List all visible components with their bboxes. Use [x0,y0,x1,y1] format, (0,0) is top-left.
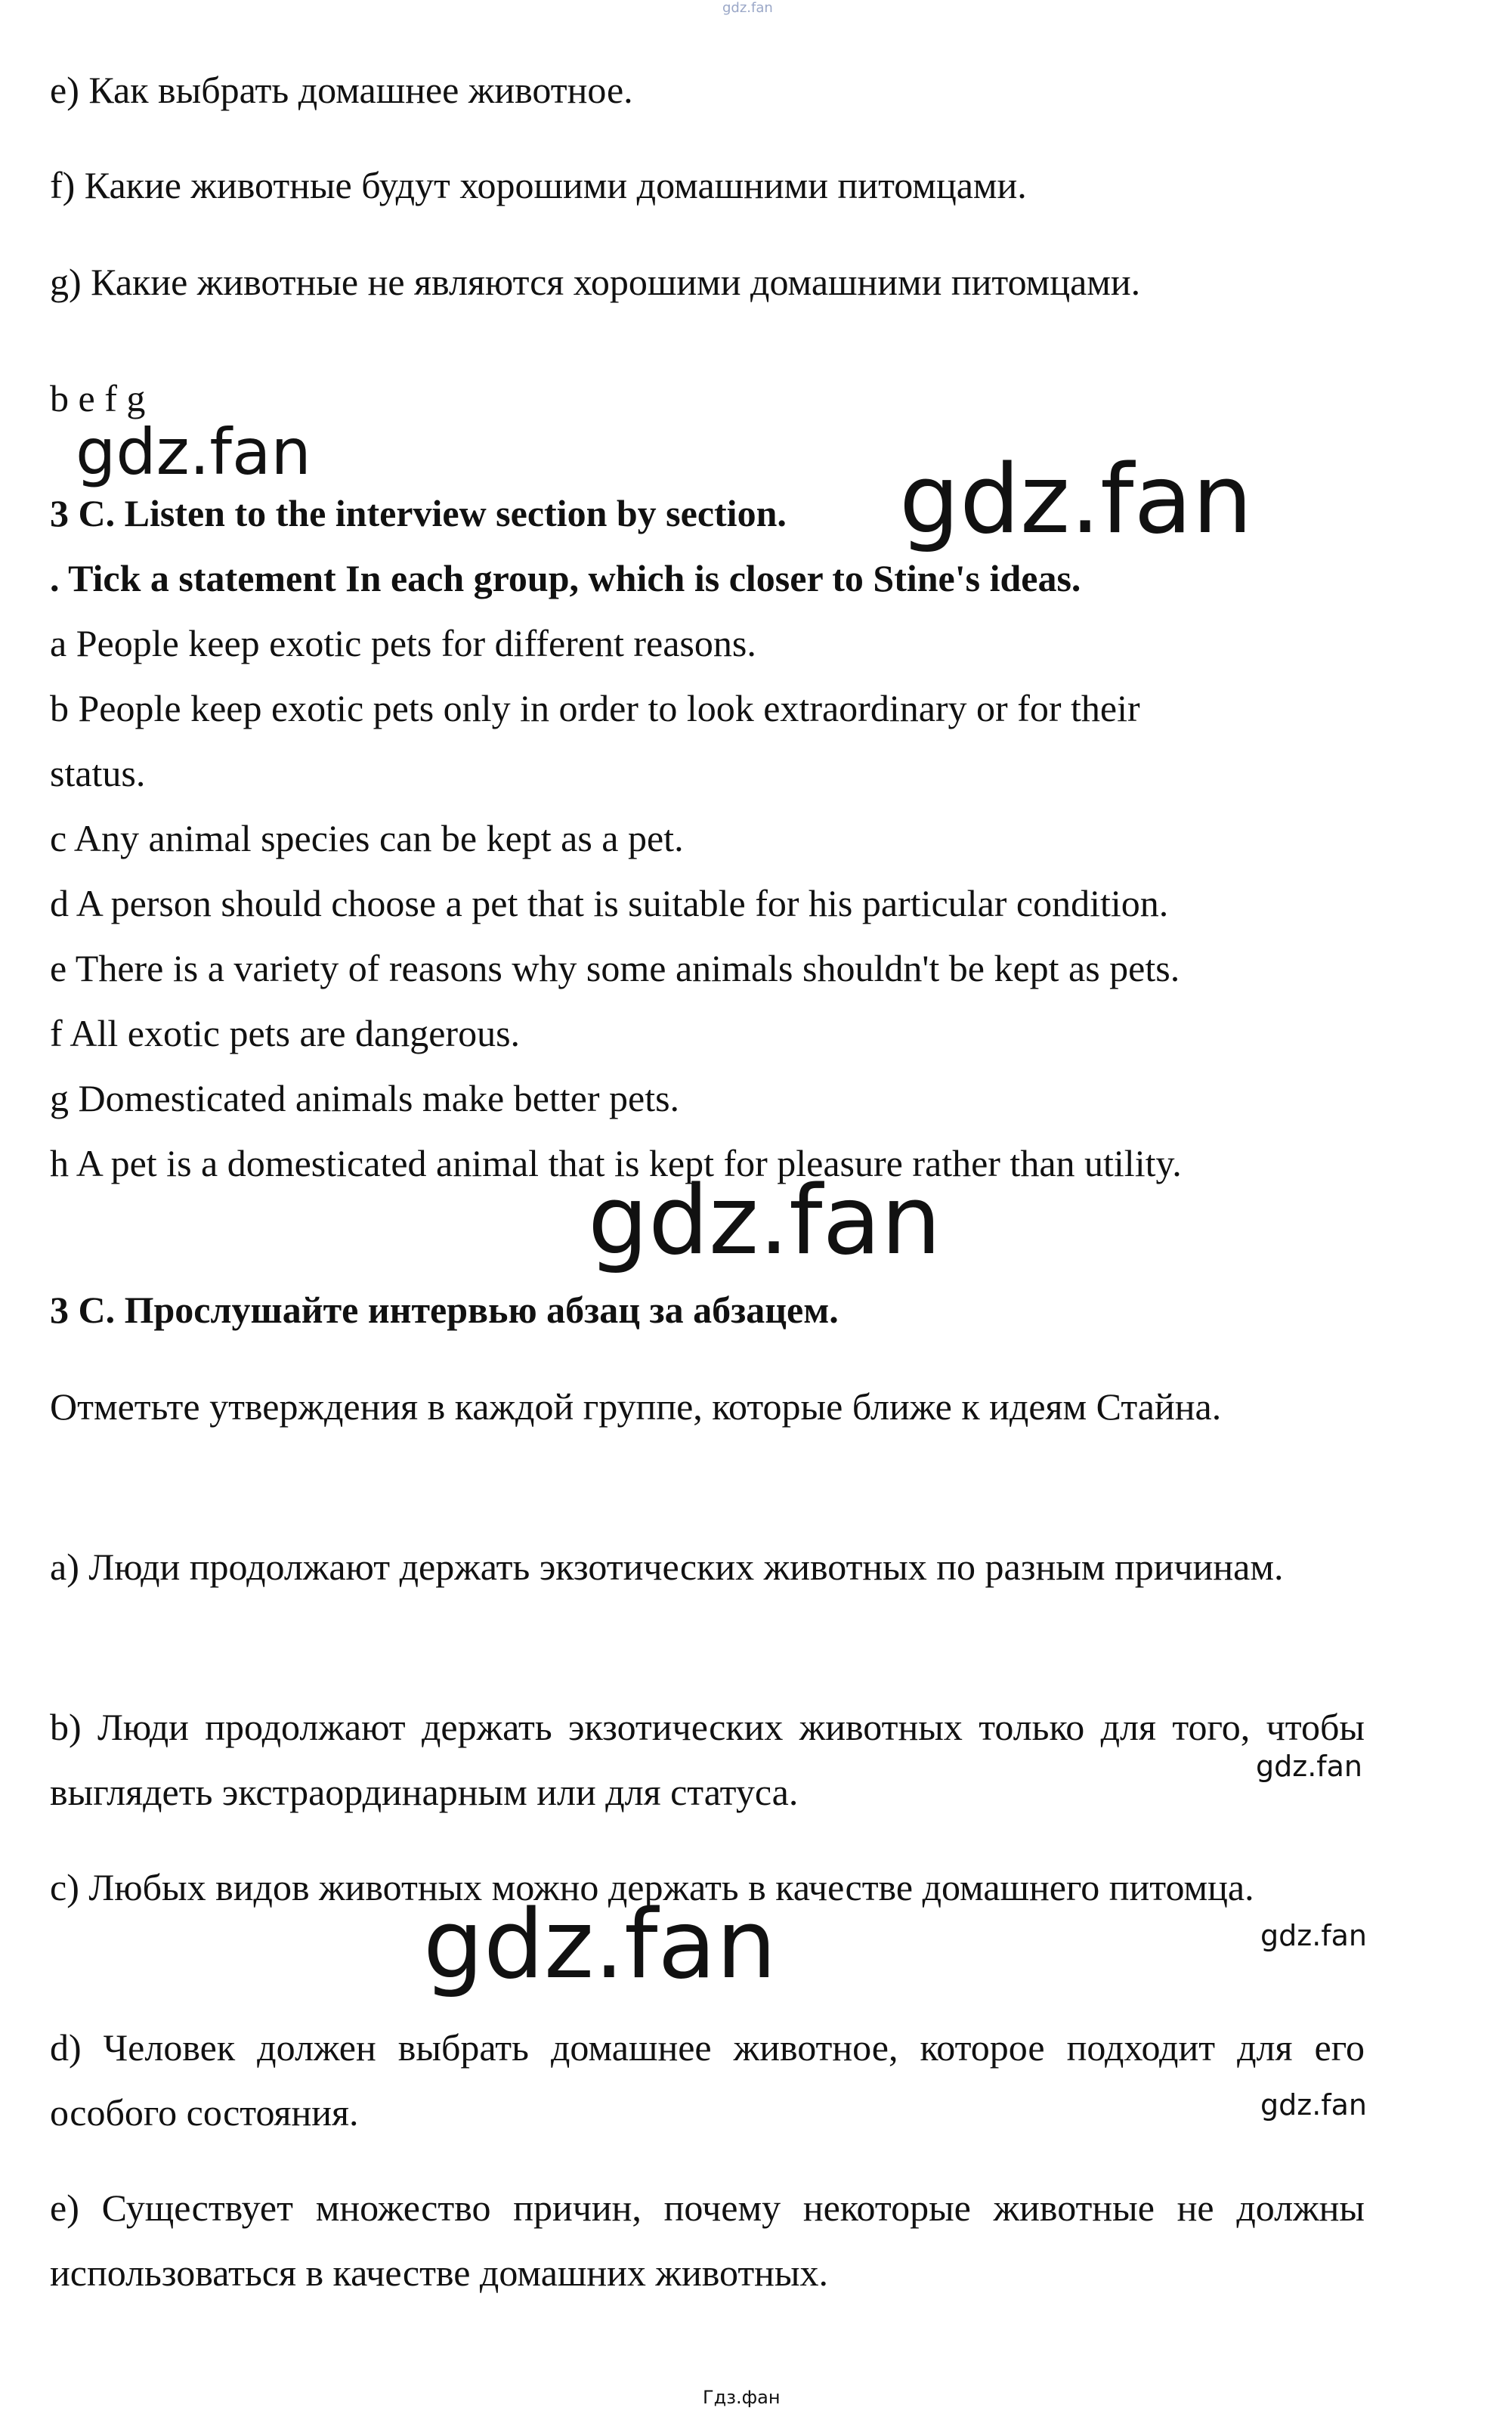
watermark-small-1: gdz.fan [1256,1750,1363,1783]
statement-en-f: f All exotic pets are dangerous. [50,1012,521,1054]
statement-en-e: e There is a variety of reasons why some animals shouldn't be kept as pets. [50,947,1180,989]
watermark-big-2: gdz.fan [899,444,1253,555]
statement-ru-a: а) Люди продолжают держать экзотических животных по разным причинам. [50,1546,1284,1588]
ru-topic-e: e) Как выбрать домашнее животное. [50,69,633,111]
statement-ru-e: е) Существует множество причин, почему некоторые животные не должны использоваться в качестве домашних животных. [50,2187,1365,2294]
statement-en-b-cont: status. [50,752,146,794]
statement-ru-c: с) Любых видов животных можно держать в качестве домашнего питомца. [50,1866,1254,1908]
statement-en-h: h A pet is a domesticated animal that is kept for pleasure rather than utility. [50,1142,1182,1184]
statement-ru-d: d) Человек должен выбрать домашнее животное, которое подходит для его особого состояния. [50,2026,1365,2134]
statement-en-c: c Any animal species can be kept as a pet. [50,817,684,859]
statement-en-b: b People keep exotic pets only in order to look extraordinary or for their [50,687,1140,729]
header-watermark: gdz.fan [722,0,773,16]
task-ru-instruction: Отметьте утверждения в каждой группе, которые ближе к идеям Стайна. [50,1385,1222,1428]
watermark-small-2: gdz.fan [1260,1919,1368,1952]
ru-topic-g: g) Какие животные не являются хорошими домашними питомцами. [50,261,1141,303]
ru-topic-f: f) Какие животные будут хорошими домашними питомцами. [50,164,1027,206]
task-ru-title: 3 C. Прослушайте интервью абзац за абзацем. [50,1289,839,1331]
statement-en-d: d A person should choose a pet that is suitable for his particular condition. [50,882,1169,924]
task-en-title-line2: . Tick a statement In each group, which is closer to Stine's ideas. [50,557,1081,599]
statement-ru-b: b) Люди продолжают держать экзотических животных только для того, чтобы выглядеть экстраординарным или для статуса. [50,1706,1365,1813]
footer-watermark: Гдз.фан [703,2387,781,2408]
watermark-big-4: gdz.fan [423,1889,777,2000]
answer-text: b e f g [50,377,146,419]
statement-en-g: g Domesticated animals make better pets. [50,1077,680,1119]
watermark-big-3: gdz.fan [588,1165,942,1276]
watermark-big-1: gdz.fan [76,415,311,489]
task-en-title-line1: 3 C. Listen to the interview section by section. [50,492,787,534]
watermark-small-3: gdz.fan [1260,2088,1368,2122]
statement-en-a: a People keep exotic pets for different reasons. [50,622,756,664]
